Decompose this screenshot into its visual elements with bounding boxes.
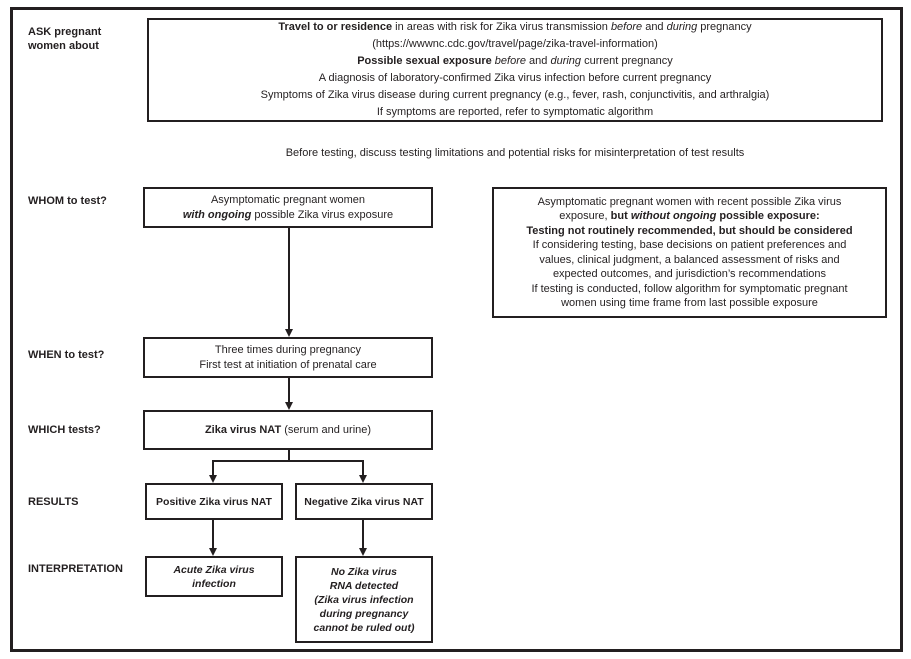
result-negative-nat-box: Negative Zika virus NAT <box>295 483 433 520</box>
label-which-tests: WHICH tests? <box>28 424 101 436</box>
which-tests-box: Zika virus NAT (serum and urine) <box>143 410 433 450</box>
branch-left-drop-line <box>212 460 214 476</box>
whom-ongoing-exposure-box: Asymptomatic pregnant women with ongoing possible Zika virus exposure <box>143 187 433 228</box>
branch-right-drop-line <box>362 460 364 476</box>
label-ask-pregnant-women-about: ASK pregnant women about <box>28 26 102 52</box>
label-whom-to-test: WHOM to test? <box>28 195 107 207</box>
interpretation-acute-infection-box: Acute Zika virus infection <box>145 556 283 597</box>
arrowhead-when-to-which <box>285 402 293 410</box>
ask-topics-box: Travel to or residence in areas with risk for Zika virus transmission before and during pregnancy (https://wwwnc.cdc.gov/travel/page/zika-travel-information) Possible sexual exposure before and during current pregnancy A diagnosis of laboratory-confirmed Zika virus infection before current pregnancy Symptoms of Zika virus disease during current pregnancy (e.g., fever, rash, conjunctivitis, and arthralgia) If symptoms are reported, refer to symptomatic algorithm <box>147 18 883 122</box>
label-when-to-test: WHEN to test? <box>28 349 105 361</box>
arrow-line-when-to-which <box>288 378 290 404</box>
branch-horizontal-line <box>212 460 364 462</box>
arrowhead-positive-to-interpretation <box>209 548 217 556</box>
arrowhead-negative-to-interpretation <box>359 548 367 556</box>
arrowhead-branch-right <box>359 475 367 483</box>
result-positive-nat-box: Positive Zika virus NAT <box>145 483 283 520</box>
label-results: RESULTS <box>28 496 79 508</box>
interpretation-no-rna-detected-box: No Zika virus RNA detected (Zika virus infection during pregnancy cannot be ruled out) <box>295 556 433 643</box>
pretest-discussion-note: Before testing, discuss testing limitations and potential risks for misinterpretation of test results <box>285 147 745 159</box>
arrow-line-positive-to-interpretation <box>212 520 214 549</box>
arrow-line-negative-to-interpretation <box>362 520 364 549</box>
label-interpretation: INTERPRETATION <box>28 563 123 575</box>
whom-without-ongoing-exposure-box: Asymptomatic pregnant women with recent possible Zika virus exposure, but without ongoing possible exposure: Testing not routinely recommended, but should be considered If considering testing, base decisions on patient preferences and values, clinical judgment, a balanced assessment of risks and expected outcomes, and jurisdiction’s recommendations If testing is conducted, follow algorithm for symptomatic pregnant women using time frame from last possible exposure <box>492 187 887 318</box>
arrowhead-whom-to-when <box>285 329 293 337</box>
when-to-test-box: Three times during pregnancy First test at initiation of prenatal care <box>143 337 433 378</box>
arrow-line-whom-to-when <box>288 228 290 331</box>
arrowhead-branch-left <box>209 475 217 483</box>
